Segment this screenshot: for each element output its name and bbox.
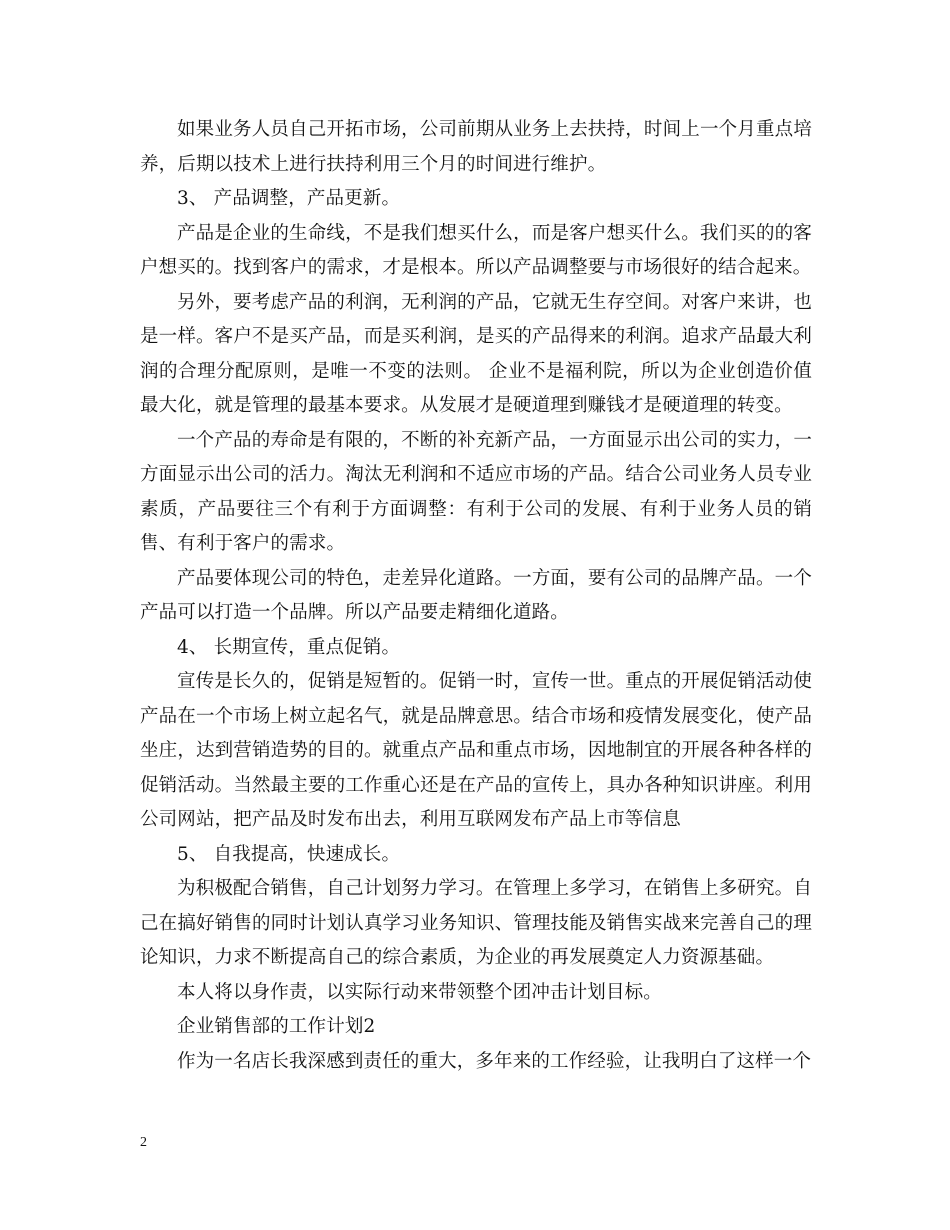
document-body	[140, 113, 812, 1079]
paragraph: 为积极配合销售，自己计划努力学习。在管理上多学习，在销售上多研究。自己在搞好销售的同时计划认真学习业务知识、管理技能及销售实战来完善自己的理论知识，力求不断提高自己的综合素质，为企业的再发展奠定人力资源基础。	[140, 878, 812, 968]
page-number: 2	[140, 1135, 147, 1150]
section-heading: 4、 长期宣传，重点促销。	[177, 636, 401, 658]
section-heading: 5、 自我提高，快速成长。	[177, 843, 401, 865]
paragraph: 本人将以身作责，以实际行动来带领整个团冲击计划目标。	[177, 981, 662, 1003]
paragraph: 产品要体现公司的特色，走差异化道路。一方面，要有公司的品牌产品。一个产品可以打造一个品牌。所以产品要走精细化道路。	[140, 567, 812, 623]
section-heading: 3、 产品调整，产品更新。	[177, 188, 401, 209]
paragraph: 宣传是长久的，促销是短暂的。促销一时，宣传一世。重点的开展促销活动使产品在一个市场上树立起名气，就是品牌意思。结合市场和疫情发展变化，使产品坐庄，达到营销造势的目的。就重点产品和重点市场，因地制宜的开展各种各样的促销活动。当然最主要的工作重心还是在产品的宣传上，具办各种知识讲座。利用公司网站，把产品及时发布出去，利用互联网发布产品上市等信息	[140, 671, 812, 830]
paragraph: 作为一名店长我深感到责任的重大，多年来的工作经验，让我明白了这样一个	[177, 1050, 812, 1072]
paragraph: 产品是企业的生命线，不是我们想买什么，而是客户想买什么。我们买的的客户想买的。找到客户的需求，才是根本。所以产品调整要与市场很好的结合起来。	[140, 222, 812, 278]
paragraph: 一个产品的寿命是有限的，不断的补充新产品，一方面显示出公司的实力，一方面显示出公司的活力。淘汰无利润和不适应市场的产品。结合公司业务人员专业素质，产品要往三个有利于方面调整：有利于公司的发展、有利于业务人员的销售、有利于客户的需求。	[140, 429, 812, 554]
paragraph: 如果业务人员自己开拓市场，公司前期从业务上去扶持，时间上一个月重点培养，后期以技术上进行扶持利用三个月的时间进行维护。	[140, 119, 812, 175]
document-subtitle: 企业销售部的工作计划2	[177, 1016, 376, 1037]
paragraph: 另外，要考虑产品的利润，无利润的产品，它就无生存空间。对客户来讲，也是一样。客户不是买产品，而是买利润，是买的产品得来的利润。追求产品最大利润的合理分配原则，是唯一不变的法则。 企业不是福利院，所以为企业创造价值最大化，就是管理的最基本要求。从发展才是硬道理到赚钱才是硬道理的转变。	[140, 291, 812, 416]
